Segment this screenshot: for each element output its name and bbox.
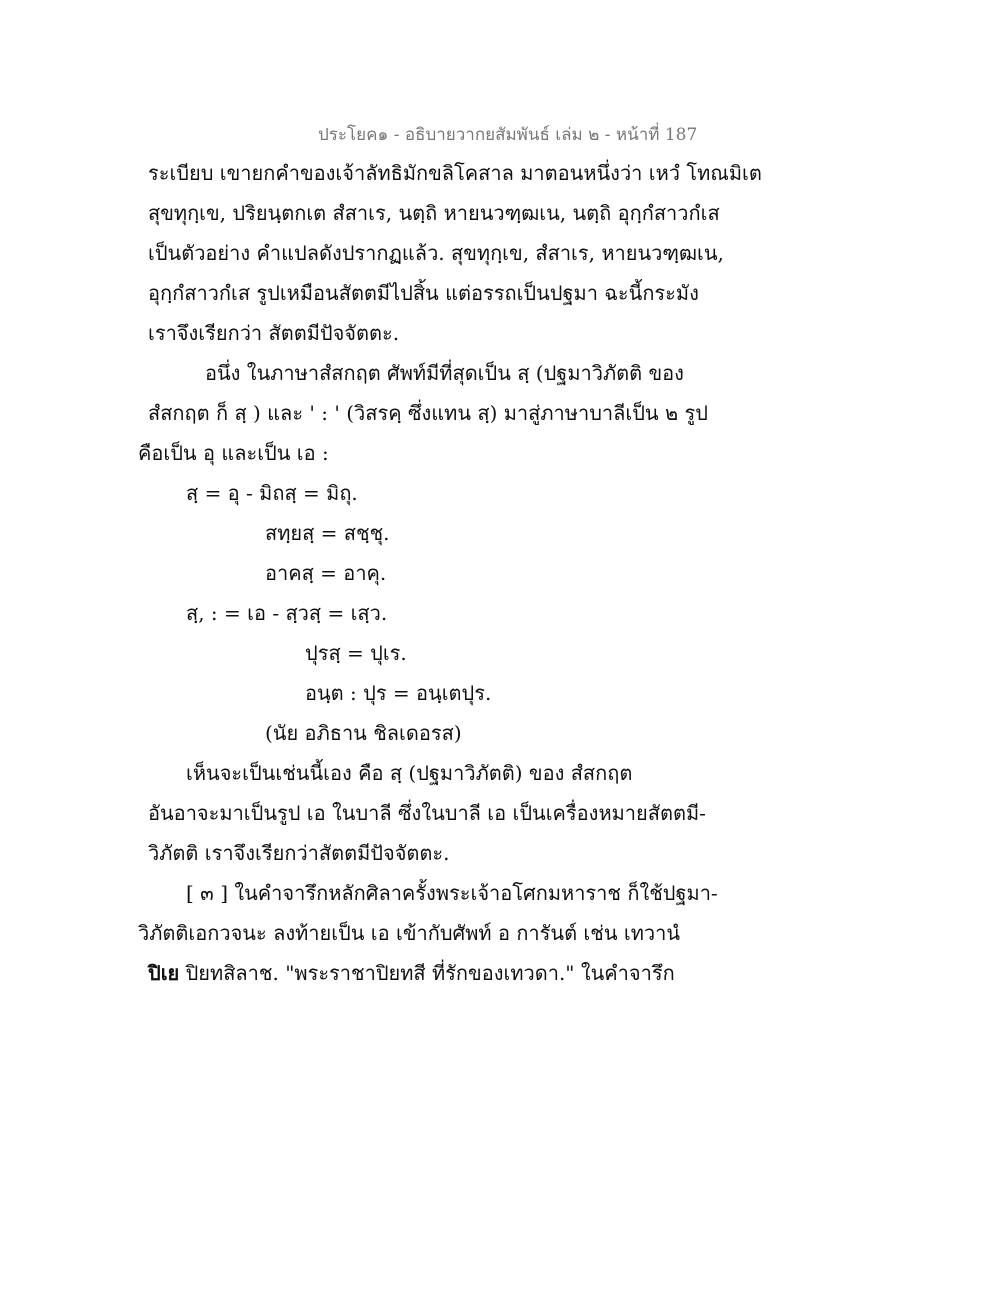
- text-line-with-bold: [148, 958, 675, 988]
- text-line: เป็นตัวอย่าง คำแปลดังปรากฏแล้ว. สุขทุกฺเข, สํสาเร, หายนวฑฺฒเน,: [148, 241, 724, 265]
- text-line: เราจึงเรียกว่า สัตตมีปัจจัตตะ.: [148, 321, 400, 345]
- text-line: สํสกฤต ก็ สฺ ) และ ' : ' (วิสรคฺ ซึ่งแทน สฺ) มาสู่ภาษาบาลีเป็น ๒ รูป: [148, 401, 708, 425]
- bold-word: ปิเย: [148, 961, 180, 985]
- text-line: ระเบียบ เขายกคำของเจ้าลัทธิมักขลิโคสาล มาตอนหนึ่งว่า เหวํ โทณมิเต: [148, 161, 762, 185]
- text-line: อันอาจะมาเป็นรูป เอ ในบาลี ซึ่งในบาลี เอ เป็นเครื่องหมายสัตตมี-: [148, 801, 706, 825]
- citation-line: (นัย อภิธาน ชิลเดอรส): [265, 721, 462, 745]
- formula-line: สฺ, : = เอ - สฺวสฺ = เสฺว.: [186, 601, 388, 625]
- formula-line: อนฺต : ปุร = อนฺเตปุร.: [305, 681, 492, 705]
- formula-line: สฺ = อุ - มิถสฺ = มิถุ.: [186, 481, 358, 505]
- text-line: [ ๓ ] ในคำจารึกหลักศิลาครั้งพระเจ้าอโศกมหาราช ก็ใช้ปฐมา-: [186, 881, 718, 905]
- line-rest: ปิยทสิลาช. "พระราชาปิยทสี ที่รักของเทวดา." ในคำจารึก: [185, 961, 675, 985]
- page-header: ประโยค๑ - อธิบายวากยสัมพันธ์ เล่ม ๒ - หน้าที่ 187: [318, 125, 698, 145]
- formula-line: อาคสฺ = อาคุ.: [265, 561, 387, 585]
- text-line: สุขทุกฺเข, ปริยนฺตกเต สํสาเร, นตฺถิ หายนวฑฺฒเน, นตฺถิ อุกฺกํสาวกํเส: [148, 201, 720, 225]
- text-line: อุกฺกํสาวกํเส รูปเหมือนสัตตมีไปสิ้น แต่อรรถเป็นปฐมา ฉะนี้กระมัง: [148, 281, 699, 305]
- text-line: อนึ่ง ในภาษาสํสกฤต ศัพท์มีที่สุดเป็น สฺ (ปฐมาวิภัตติ ของ: [205, 361, 684, 385]
- formula-line: ปุรสฺ = ปุเร.: [305, 641, 407, 665]
- text-line: วิภัตติเอกวจนะ ลงท้ายเป็น เอ เข้ากับศัพท์ อ การันต์ เช่น เทวานํ: [138, 921, 681, 945]
- text-line: คือเป็น อุ และเป็น เอ :: [138, 441, 329, 465]
- text-line: วิภัตติ เราจึงเรียกว่าสัตตมีปัจจัตตะ.: [148, 841, 450, 865]
- formula-line: สทฺยสฺ = สชฺชุ.: [265, 521, 390, 545]
- text-line: เห็นจะเป็นเช่นนี้เอง คือ สฺ (ปฐมาวิภัตติ) ของ สํสกฤต: [186, 761, 633, 785]
